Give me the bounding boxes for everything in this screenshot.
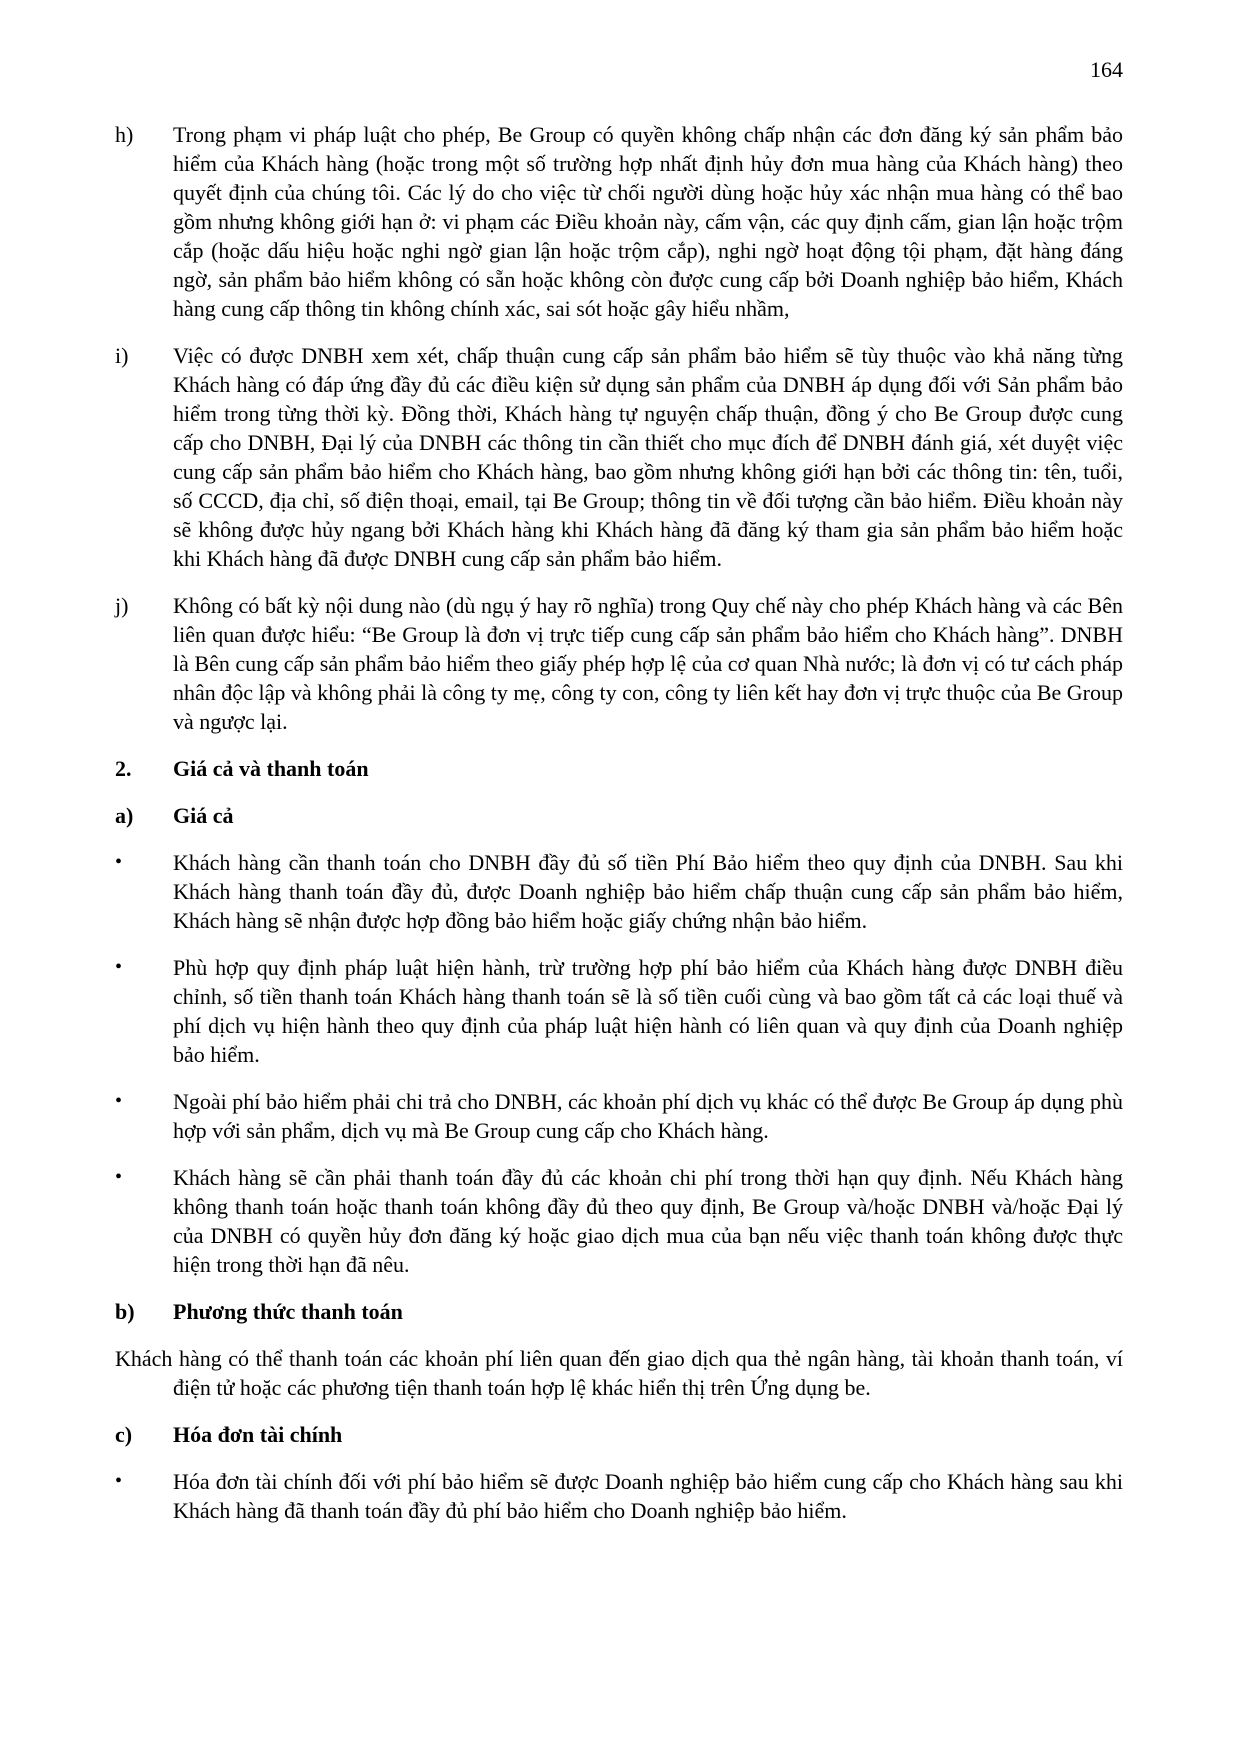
clause-j — [115, 591, 1123, 736]
payment-method-paragraph — [115, 1344, 1123, 1402]
clause-h-text: Trong phạm vi pháp luật cho phép, Be Group có quyền không chấp nhận các đơn đăng ký sản phẩm bảo hiểm của Khách hàng (hoặc trong một số trường hợp nhất định hủy đơn mua hàng của Khách hàng) theo quyết định của chúng tôi. Các lý do cho việc từ chối người dùng hoặc hủy xác nhận mua hàng có thể bao gồm nhưng không giới hạn ở: vi phạm các Điều khoản này, cấm vận, các quy định cấm, gian lận hoặc trộm cắp (hoặc dấu hiệu hoặc nghi ngờ gian lận hoặc trộm cắp), nghi ngờ hoạt động tội phạm, đặt hàng đáng ngờ, sản phẩm bảo hiểm không có sẵn hoặc không còn được cung cấp bởi Doanh nghiệp bảo hiểm, Khách hàng cung cấp thông tin không chính xác, sai sót hoặc gây hiểu nhầm, — [173, 122, 1123, 321]
subsection-heading-b — [115, 1297, 1123, 1326]
section-heading-price-payment — [115, 754, 1123, 783]
section-heading-number: 2. — [115, 756, 132, 781]
clause-i — [115, 341, 1123, 573]
clause-i-text: Việc có được DNBH xem xét, chấp thuận cung cấp sản phẩm bảo hiểm sẽ tùy thuộc vào khả năng từng Khách hàng có đáp ứng đầy đủ các điều kiện sử dụng sản phẩm của DNBH áp dụng đối với Sản phẩm bảo hiểm trong từng thời kỳ. Đồng thời, Khách hàng tự nguyện chấp thuận, đồng ý cho Be Group được cung cấp cho DNBH, Đại lý của DNBH các thông tin cần thiết cho mục đích để DNBH đánh giá, xét duyệt việc cung cấp sản phẩm bảo hiểm cho Khách hàng, bao gồm nhưng không giới hạn bởi các thông tin: tên, tuổi, số CCCD, địa chỉ, số điện thoại, email, tại Be Group; thông tin về đối tượng cần bảo hiểm. Điều khoản này sẽ không được hủy ngang bởi Khách hàng khi Khách hàng đã đăng ký tham gia sản phẩm bảo hiểm hoặc khi Khách hàng đã được DNBH cung cấp sản phẩm bảo hiểm. — [173, 343, 1123, 571]
clause-j-text: Không có bất kỳ nội dung nào (dù ngụ ý hay rõ nghĩa) trong Quy chế này cho phép Khách hàng và các Bên liên quan được hiểu: “Be Group là đơn vị trực tiếp cung cấp sản phẩm bảo hiểm cho Khách hàng”. DNBH là Bên cung cấp sản phẩm bảo hiểm theo giấy phép hợp lệ của cơ quan Nhà nước; là đơn vị có tư cách pháp nhân độc lập và không phải là công ty mẹ, công ty con, công ty liên kết hay đơn vị trực thuộc của Be Group và ngược lại. — [173, 593, 1123, 734]
clause-h-label: h) — [115, 122, 134, 147]
bullet-item-payment-1 — [115, 848, 1123, 935]
section-heading-text: Giá cả và thanh toán — [173, 756, 369, 781]
bullet-item-text: Phù hợp quy định pháp luật hiện hành, trừ trường hợp phí bảo hiểm của Khách hàng được DNBH điều chỉnh, số tiền thanh toán Khách hàng thanh toán sẽ là số tiền cuối cùng và bao gồm tất cả các loại thuế và phí dịch vụ hiện hành theo quy định của pháp luật hiện hành có liên quan và quy định của Doanh nghiệp bảo hiểm. — [173, 955, 1123, 1067]
bullet-item-text: Hóa đơn tài chính đối với phí bảo hiểm sẽ được Doanh nghiệp bảo hiểm cung cấp cho Khách hàng sau khi Khách hàng đã thanh toán đầy đủ phí bảo hiểm cho Doanh nghiệp bảo hiểm. — [173, 1469, 1123, 1523]
clause-j-label: j) — [115, 593, 129, 618]
clause-i-label: i) — [115, 343, 129, 368]
bullet-icon: • — [115, 1470, 123, 1492]
subsection-heading-a — [115, 801, 1123, 830]
bullet-item-text: Khách hàng sẽ cần phải thanh toán đầy đủ các khoản chi phí trong thời hạn quy định. Nếu Khách hàng không thanh toán hoặc thanh toán không đầy đủ theo quy định, Be Group và/hoặc DNBH và/hoặc Đại lý của DNBH có quyền hủy đơn đăng ký hoặc giao dịch mua của bạn nếu việc thanh toán không được thực hiện trong thời hạn đã nêu. — [173, 1165, 1123, 1277]
clause-h — [115, 120, 1123, 323]
subsection-b-text: Phương thức thanh toán — [173, 1299, 403, 1324]
bullet-icon: • — [115, 1090, 123, 1112]
bullet-icon: • — [115, 956, 123, 978]
subsection-a-label: a) — [115, 803, 134, 828]
subsection-a-text: Giá cả — [173, 803, 234, 828]
document-body — [115, 120, 1123, 1543]
bullet-icon: • — [115, 1166, 123, 1188]
subsection-c-text: Hóa đơn tài chính — [173, 1422, 343, 1447]
bullet-icon: • — [115, 851, 123, 873]
subsection-c-label: c) — [115, 1422, 133, 1447]
subsection-b-label: b) — [115, 1299, 135, 1324]
bullet-item-payment-4 — [115, 1163, 1123, 1279]
payment-method-text: Khách hàng có thể thanh toán các khoản phí liên quan đến giao dịch qua thẻ ngân hàng, tài khoản thanh toán, ví điện tử hoặc các phương tiện thanh toán hợp lệ khác hiển thị trên Ứng dụng be. — [115, 1346, 1123, 1400]
subsection-heading-c — [115, 1420, 1123, 1449]
page-number: 164 — [1090, 57, 1123, 82]
bullet-item-invoice — [115, 1467, 1123, 1525]
bullet-item-payment-2 — [115, 953, 1123, 1069]
bullet-item-text: Khách hàng cần thanh toán cho DNBH đầy đủ số tiền Phí Bảo hiểm theo quy định của DNBH. Sau khi Khách hàng thanh toán đầy đủ, được Doanh nghiệp bảo hiểm chấp thuận cung cấp sản phẩm bảo hiểm, Khách hàng sẽ nhận được hợp đồng bảo hiểm hoặc giấy chứng nhận bảo hiểm. — [173, 850, 1123, 933]
bullet-item-payment-3 — [115, 1087, 1123, 1145]
bullet-item-text: Ngoài phí bảo hiểm phải chi trả cho DNBH, các khoản phí dịch vụ khác có thể được Be Group áp dụng phù hợp với sản phẩm, dịch vụ mà Be Group cung cấp cho Khách hàng. — [173, 1089, 1123, 1143]
